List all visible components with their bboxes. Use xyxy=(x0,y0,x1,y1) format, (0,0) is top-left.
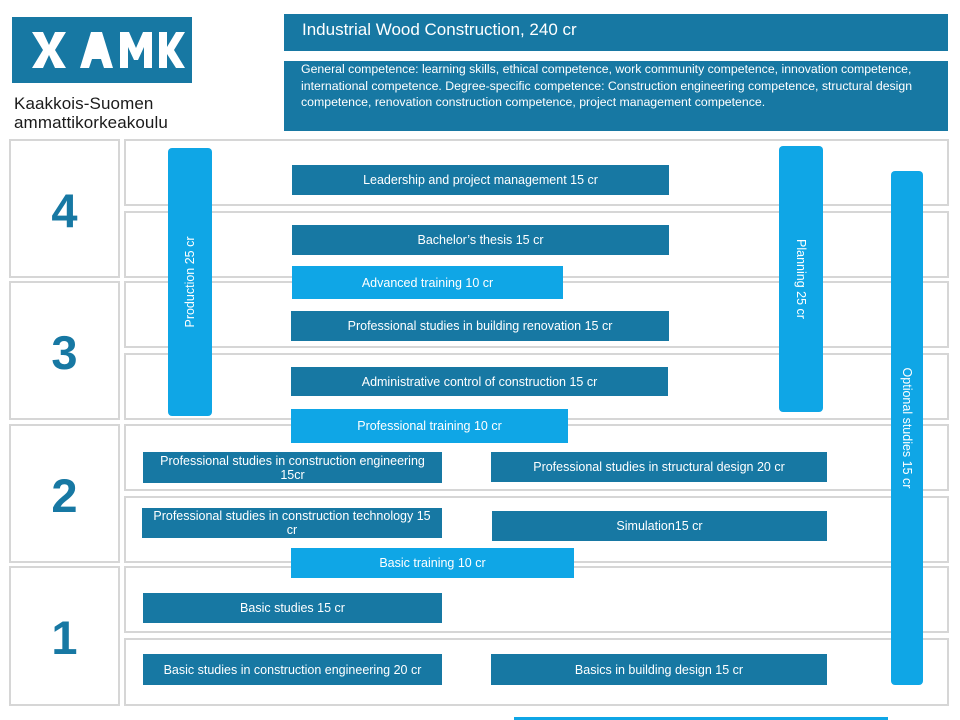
xamk-logo-mark xyxy=(12,17,192,83)
course-construction-engineering: Professional studies in construction engineering 15cr xyxy=(143,452,442,483)
course-building-renovation: Professional studies in building renovation 15 cr xyxy=(291,311,669,341)
year-1-label: 1 xyxy=(9,566,120,706)
course-construction-technology: Professional studies in construction technology 15 cr xyxy=(142,508,442,538)
course-professional-training: Professional training 10 cr xyxy=(291,409,568,443)
course-administrative-control: Administrative control of construction 15 cr xyxy=(291,367,668,396)
optional-studies-label: Optional studies 15 cr xyxy=(900,367,914,489)
logo-text-line2: ammattikorkeakoulu xyxy=(14,113,168,132)
planning-bar xyxy=(779,146,823,412)
year-4-label: 4 xyxy=(9,139,120,278)
optional-studies-bar xyxy=(891,171,923,685)
course-building-design: Basics in building design 15 cr xyxy=(491,654,827,685)
course-basic-studies: Basic studies 15 cr xyxy=(143,593,442,623)
production-label: Production 25 cr xyxy=(183,236,197,328)
course-bachelors-thesis: Bachelor’s thesis 15 cr xyxy=(292,225,669,255)
year-2-label: 2 xyxy=(9,424,120,563)
course-advanced-training: Advanced training 10 cr xyxy=(292,266,563,299)
program-title: Industrial Wood Construction, 240 cr xyxy=(284,14,948,51)
year-3-label: 3 xyxy=(9,281,120,420)
logo-text-line1: Kaakkois-Suomen xyxy=(14,94,154,113)
xamk-logo xyxy=(8,12,193,137)
course-basic-construction-engineering: Basic studies in construction engineering 20 cr xyxy=(143,654,442,685)
course-structural-design: Professional studies in structural design 20 cr xyxy=(491,452,827,482)
production-bar xyxy=(168,148,212,416)
planning-label: Planning 25 cr xyxy=(794,239,808,319)
competence-description: General competence: learning skills, ethical competence, work community competence, innovation competence, international competence. Degree-specific competence: Construction engineering competence, structural design competence, renovation construction competence, project management competence. xyxy=(284,61,948,131)
course-basic-training: Basic training 10 cr xyxy=(291,548,574,578)
course-leadership: Leadership and project management 15 cr xyxy=(292,165,669,195)
course-simulation: Simulation15 cr xyxy=(492,511,827,541)
